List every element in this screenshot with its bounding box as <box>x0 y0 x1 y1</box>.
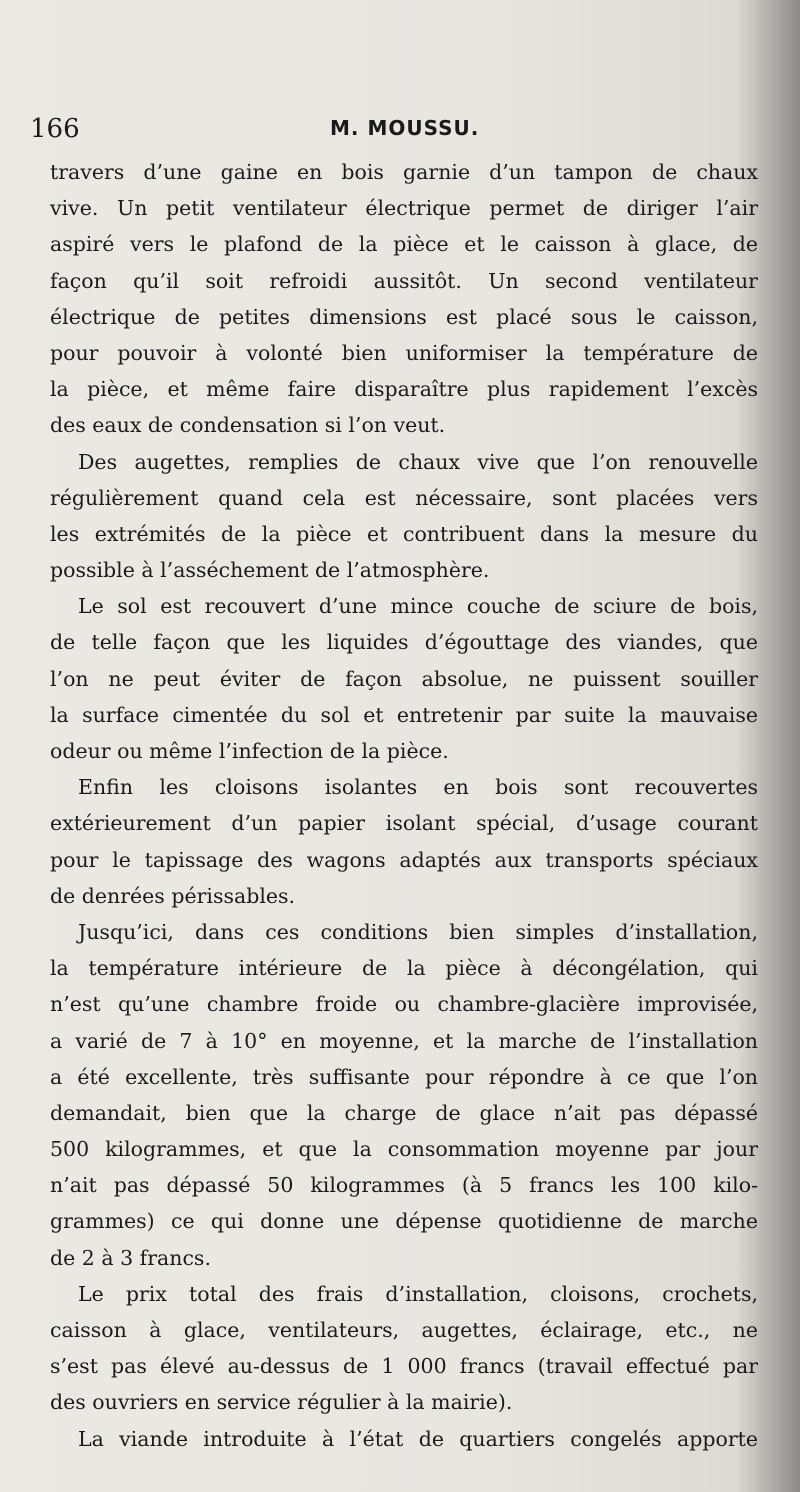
text-line: odeur ou même l’infection de la pièce. <box>50 739 449 763</box>
text-line: caisson à glace, ventilateurs, augettes, éclairage, etc., ne <box>50 1318 758 1342</box>
text-line: Le sol est recouvert d’une mince couche de sciure de bois, <box>78 594 758 619</box>
text-line: extérieurement d’un papier isolant spécial, d’usage courant <box>50 811 758 836</box>
text-line: possible à l’asséchement de l’atmosphère. <box>50 558 490 583</box>
text-line: n’est qu’une chambre froide ou chambre-glacière improvisée, <box>50 992 758 1017</box>
text-line: des ouvriers en service régulier à la mairie). <box>50 1390 513 1415</box>
text-line: la température intérieure de la pièce à décongélation, qui <box>50 956 758 981</box>
text-line: aspiré vers le plafond de la pièce et le caisson à glace, de <box>50 232 758 257</box>
text-line: les extrémités de la pièce et contribuent dans la mesure du <box>50 521 758 546</box>
text-line: travers d’une gaine en bois garnie d’un tampon de chaux <box>50 160 758 184</box>
text-line: pour le tapissage des wagons adaptés aux transports spéciaux <box>50 847 758 872</box>
text-line: demandait, bien que la charge de glace n’ait pas dépassé <box>50 1100 758 1125</box>
text-line: des eaux de condensation si l’on veut. <box>50 413 446 438</box>
text-line: de telle façon que les liquides d’égouttage des viandes, que <box>50 630 758 655</box>
text-line: régulièrement quand cela est nécessaire, sont placées vers <box>50 485 758 510</box>
text-line: la pièce, et même faire disparaître plus rapidement l’excès <box>50 377 758 402</box>
text-line: grammes) ce qui donne une dépense quotidienne de marche <box>50 1209 758 1234</box>
text-line: a été excellente, très suffisante pour répondre à ce que l’on <box>50 1064 758 1089</box>
text-line: électrique de petites dimensions est placé sous le caisson, <box>50 304 758 329</box>
text-line: Le prix total des frais d’installation, cloisons, crochets, <box>78 1281 758 1306</box>
page-number: 166 <box>30 114 80 144</box>
text-line: vive. Un petit ventilateur électrique permet de diriger l’air <box>50 196 758 221</box>
text-line: a varié de 7 à 10° en moyenne, et la marche de l’installation <box>50 1028 758 1053</box>
text-line: 500 kilogrammes, et que la consommation moyenne par jour <box>50 1137 758 1162</box>
text-line: Enfin les cloisons isolantes en bois sont recouvertes <box>78 775 758 800</box>
text-line: de 2 à 3 francs. <box>50 1245 211 1270</box>
text-line: de denrées périssables. <box>50 883 296 908</box>
text-line: s’est pas élevé au-dessus de 1 000 francs (travail effectué par <box>50 1354 758 1379</box>
text-line: façon qu’il soit refroidi aussitôt. Un second ventilateur <box>50 268 758 293</box>
page-header <box>30 114 760 144</box>
text-line: n’ait pas dépassé 50 kilogrammes (à 5 francs les 100 kilo- <box>50 1173 758 1198</box>
text-line: l’on ne peut éviter de façon absolue, ne puissent souiller <box>50 666 758 691</box>
text-line: la surface cimentée du sol et entretenir par suite la mauvaise <box>50 702 758 727</box>
running-head: M. MOUSSU. <box>330 116 480 140</box>
text-line: pour pouvoir à volonté bien uniformiser la température de <box>50 340 758 365</box>
body-text <box>50 154 758 1457</box>
text-line: Jusqu’ici, dans ces conditions bien simples d’installation, <box>78 919 758 944</box>
text-line: Des augettes, remplies de chaux vive que l’on renouvelle <box>78 449 758 474</box>
text-line: La viande introduite à l’état de quartiers congelés apporte <box>78 1426 758 1451</box>
